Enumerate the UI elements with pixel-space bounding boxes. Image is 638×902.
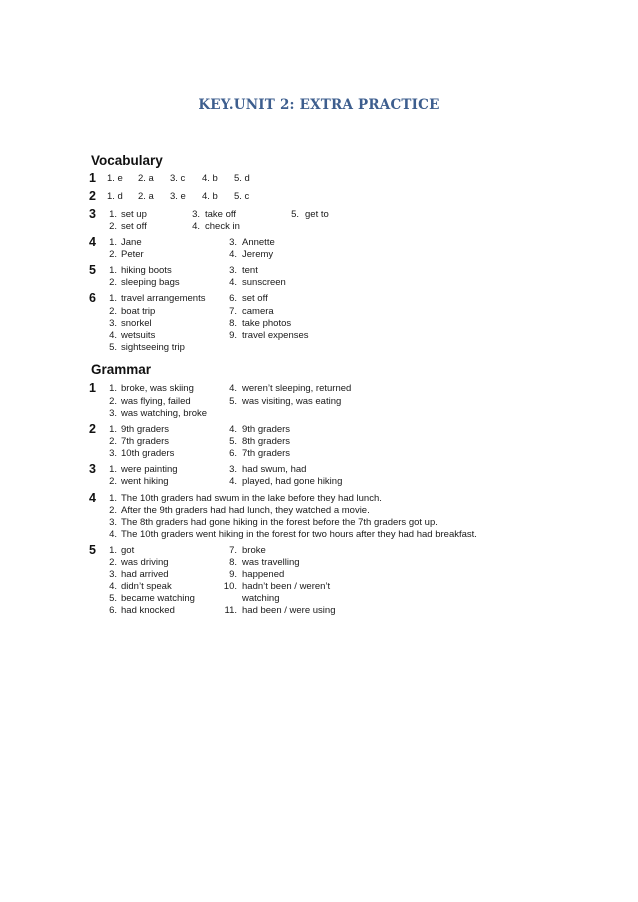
exercise-number: 5 — [89, 263, 96, 277]
answer-item: 3. c — [170, 173, 186, 184]
item-number: 6. — [109, 605, 117, 616]
answer-item: didn’t speak — [121, 581, 172, 592]
item-number: 1. — [109, 493, 117, 504]
answer-item: set up — [121, 209, 147, 220]
item-number: 3. — [229, 237, 237, 248]
item-number: 2. — [109, 476, 117, 487]
item-number: 1. — [109, 265, 117, 276]
item-number: 4. — [109, 529, 117, 540]
answer-item: had knocked — [121, 605, 175, 616]
item-number: 10. — [223, 581, 237, 592]
answer-item: camera — [242, 306, 274, 317]
answer-item: broke — [242, 545, 266, 556]
answer-item: 3. e — [170, 191, 186, 202]
item-number: 4. — [229, 476, 237, 487]
answer-item: 7th graders — [242, 448, 291, 459]
item-number: 8. — [229, 557, 237, 568]
answer-item: sleeping bags — [121, 277, 180, 288]
item-number: 1. — [109, 293, 117, 304]
exercise-number: 1 — [89, 171, 96, 185]
answer-item: played, had gone hiking — [242, 476, 343, 487]
item-number: 2. — [109, 436, 117, 447]
answer-item: had swum, had — [242, 464, 307, 475]
answer-item: hiking boots — [121, 265, 172, 276]
answer-item: 8th graders — [242, 436, 291, 447]
exercise-number: 3 — [89, 462, 96, 476]
item-number: 1. — [109, 237, 117, 248]
answer-item: 10th graders — [121, 448, 175, 459]
answer-item: 2. a — [138, 191, 154, 202]
answer-item: travel expenses — [242, 330, 309, 341]
item-number: 9. — [229, 569, 237, 580]
exercise-number: 4 — [89, 235, 96, 249]
answer-item: went hiking — [121, 476, 169, 487]
answer-item: Annette — [242, 237, 275, 248]
item-number: 1. — [109, 424, 117, 435]
answer-item: 9th graders — [121, 424, 170, 435]
answer-item: was driving — [121, 557, 169, 568]
item-number: 4. — [192, 221, 200, 232]
item-number: 5. — [229, 396, 237, 407]
answer-item: Jane — [121, 237, 142, 248]
item-number: 7. — [229, 545, 237, 556]
answer-item: 1. d — [107, 191, 123, 202]
answer-item: Peter — [121, 249, 144, 260]
item-number: 2. — [109, 396, 117, 407]
item-number: 4. — [229, 424, 237, 435]
item-number: 6. — [229, 293, 237, 304]
item-number: 7. — [229, 306, 237, 317]
answer-item: was travelling — [242, 557, 300, 568]
answer-item: had been / were using — [242, 605, 336, 616]
answer-item: got — [121, 545, 135, 556]
answer-item: set off — [121, 221, 147, 232]
answer-item: sunscreen — [242, 277, 286, 288]
item-number: 3. — [192, 209, 200, 220]
answer-item: 9th graders — [242, 424, 291, 435]
answer-item: After the 9th graders had had lunch, they watched a movie. — [121, 505, 370, 516]
item-number: 3. — [229, 464, 237, 475]
item-number: 1. — [109, 383, 117, 394]
answer-item: was visiting, was eating — [242, 396, 342, 407]
answer-item: 5. d — [234, 173, 250, 184]
answer-item: 1. e — [107, 173, 123, 184]
answer-item: Jeremy — [242, 249, 274, 260]
exercise-number: 3 — [89, 207, 96, 221]
answer-item: set off — [242, 293, 268, 304]
item-number: 9. — [229, 330, 237, 341]
item-number: 4. — [229, 249, 237, 260]
exercise-number: 4 — [89, 491, 96, 505]
answer-item: hadn’t been / weren’t — [242, 581, 331, 592]
vocabulary-heading: Vocabulary — [91, 153, 163, 168]
item-number: 3. — [109, 569, 117, 580]
answer-item: was flying, failed — [121, 396, 191, 407]
item-number: 4. — [229, 383, 237, 394]
item-number: 2. — [109, 505, 117, 516]
exercise-number: 2 — [89, 422, 96, 436]
item-number: 2. — [109, 221, 117, 232]
item-number: 4. — [109, 581, 117, 592]
grammar-heading: Grammar — [91, 362, 152, 377]
item-number: 8. — [229, 318, 237, 329]
item-number: 2. — [109, 557, 117, 568]
item-number: 4. — [229, 277, 237, 288]
answer-item: had arrived — [121, 569, 169, 580]
answer-item: check in — [205, 221, 240, 232]
answer-item: sightseeing trip — [121, 342, 185, 353]
item-number: 5. — [291, 209, 299, 220]
answer-item: take photos — [242, 318, 292, 329]
answer-item: The 10th graders had swum in the lake before they had lunch. — [121, 493, 382, 504]
item-number: 5. — [109, 342, 117, 353]
answer-item: travel arrangements — [121, 293, 206, 304]
answer-item: broke, was skiing — [121, 383, 194, 394]
answer-item: get to — [305, 209, 329, 220]
item-number: 3. — [109, 408, 117, 419]
item-number: 6. — [229, 448, 237, 459]
answer-item: tent — [242, 265, 258, 276]
answer-item: weren’t sleeping, returned — [242, 383, 352, 394]
answer-item: boat trip — [121, 306, 156, 317]
answer-item: 4. b — [202, 191, 218, 202]
answer-item: take off — [205, 209, 236, 220]
exercise-number: 2 — [89, 189, 96, 203]
item-number: 1. — [109, 545, 117, 556]
item-number: 1. — [109, 464, 117, 475]
answer-item: 7th graders — [121, 436, 170, 447]
item-number: 3. — [229, 265, 237, 276]
answer-item: The 8th graders had gone hiking in the forest before the 7th graders got up. — [121, 517, 438, 528]
answer-item: snorkel — [121, 318, 152, 329]
item-number: 3. — [109, 517, 117, 528]
answer-item: was watching, broke — [121, 408, 208, 419]
item-number: 2. — [109, 277, 117, 288]
item-number: 3. — [109, 448, 117, 459]
item-number: 1. — [109, 209, 117, 220]
item-number: 5. — [109, 593, 117, 604]
exercise-number: 1 — [89, 381, 96, 395]
answer-item: happened — [242, 569, 285, 580]
answer-item: became watching — [121, 593, 195, 604]
item-number: 11. — [224, 605, 237, 616]
item-number: 5. — [229, 436, 237, 447]
answer-item: were painting — [121, 464, 178, 475]
answer-item: 2. a — [138, 173, 154, 184]
item-number: 2. — [109, 249, 117, 260]
item-number: 4. — [109, 330, 117, 341]
item-number: 3. — [109, 318, 117, 329]
answer-item: 5. c — [234, 191, 250, 202]
exercise-number: 6 — [89, 291, 96, 305]
answer-item: watching — [242, 593, 280, 604]
answer-item: wetsuits — [121, 330, 156, 341]
item-number: 2. — [109, 306, 117, 317]
answer-item: The 10th graders went hiking in the forest for two hours after they had had breakfast. — [121, 529, 477, 540]
page-title: KEY.UNIT 2: EXTRA PRACTICE — [198, 97, 440, 113]
answer-item: 4. b — [202, 173, 218, 184]
exercise-number: 5 — [89, 543, 96, 557]
